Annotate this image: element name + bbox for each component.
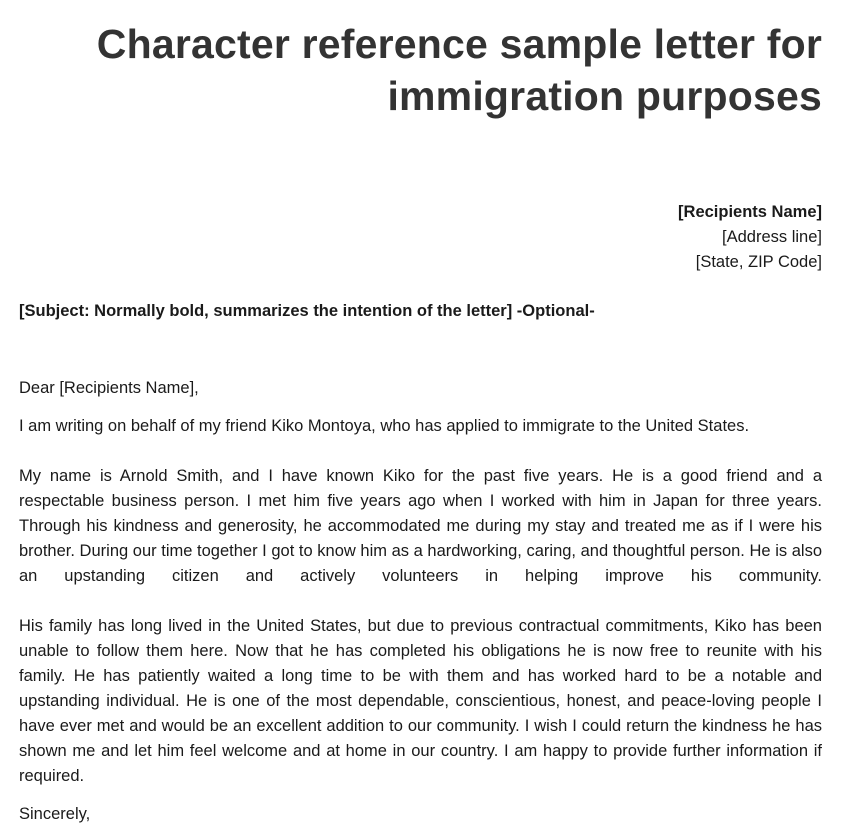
- paragraph-3: His family has long lived in the United States, but due to previous contractual commitments, Kiko has been unable to follow them here. Now that he has completed his obligations he is now free to reunite with his family. He has patiently waited a long time to be with them and has worked hard to be a notable and upstanding individual. He is one of the most dependable, conscientious, honest, and peace-loving people I have ever met and would be an excellent addition to our community. I wish I could return the kindness he has shown me and let him feel welcome and at home in our country. I am happy to provide further information if required.: [19, 617, 822, 785]
- closing: Sincerely,: [19, 805, 91, 823]
- recipient-block: [678, 200, 822, 275]
- title-line-1: Character reference sample letter for: [96, 21, 822, 67]
- greeting: Dear [Recipients Name],: [19, 379, 199, 397]
- subject-line: [Subject: Normally bold, summarizes the intention of the letter] -Optional-: [19, 302, 595, 320]
- recipient-address: [Address line]: [722, 228, 822, 246]
- recipient-name: [Recipients Name]: [678, 203, 822, 221]
- recipient-state-zip: [State, ZIP Code]: [695, 253, 822, 271]
- paragraph-2: My name is Arnold Smith, and I have known Kiko for the past five years. He is a good friend and a respectable business person. I met him five years ago when I worked with him in Japan for three years. Through his kindness and generosity, he accommodated me during my stay and treated me as if I were his brother. During our time together I got to know him as a hardworking, caring, and thoughtful person. He is also an upstanding citizen and actively volunteers in helping improve his community.: [19, 467, 822, 585]
- document-title: [19, 18, 822, 122]
- title-line-2: immigration purposes: [387, 73, 822, 119]
- paragraph-1: I am writing on behalf of my friend Kiko Montoya, who has applied to immigrate to the United States.: [19, 417, 750, 435]
